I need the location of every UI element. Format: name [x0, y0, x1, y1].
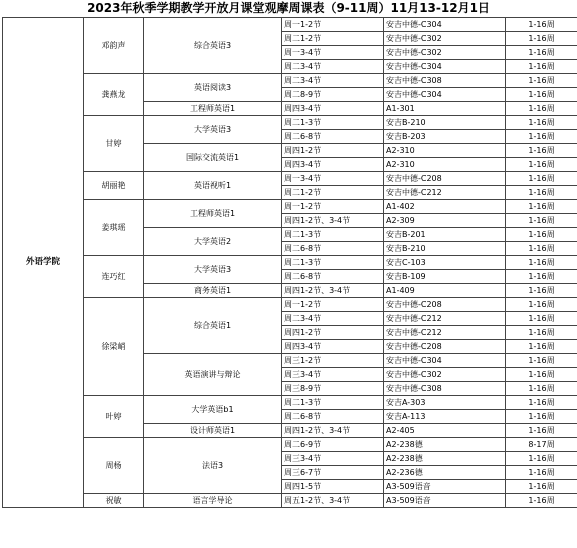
table-row [3, 200, 577, 214]
room-cell: 安吉B-109 [384, 270, 506, 284]
time-cell: 周四1-5节 [282, 480, 384, 494]
time-cell: 周二6-8节 [282, 270, 384, 284]
weeks-cell: 1-16周 [506, 144, 577, 158]
schedule-table [2, 17, 577, 508]
course-cell: 大学英语2 [144, 228, 282, 256]
time-cell: 周四1-2节、3-4节 [282, 284, 384, 298]
room-cell: 安吉A-113 [384, 410, 506, 424]
room-cell: 安吉中德-C304 [384, 88, 506, 102]
room-cell: A1-301 [384, 102, 506, 116]
table-row [3, 298, 577, 312]
teacher-cell: 甘婷 [84, 116, 144, 172]
weeks-cell: 1-16周 [506, 480, 577, 494]
teacher-cell: 周杨 [84, 438, 144, 494]
course-cell: 设计师英语1 [144, 424, 282, 438]
room-cell: A2-238德 [384, 452, 506, 466]
course-cell: 商务英语1 [144, 284, 282, 298]
room-cell: A2-238德 [384, 438, 506, 452]
room-cell: A2-309 [384, 214, 506, 228]
time-cell: 周四1-2节 [282, 144, 384, 158]
time-cell: 周五1-2节、3-4节 [282, 494, 384, 508]
time-cell: 周二6-8节 [282, 130, 384, 144]
time-cell: 周一3-4节 [282, 46, 384, 60]
table-row [3, 172, 577, 186]
teacher-cell: 胡丽艳 [84, 172, 144, 200]
college-cell: 外语学院 [3, 18, 84, 508]
weeks-cell: 1-16周 [506, 368, 577, 382]
time-cell: 周二1-3节 [282, 256, 384, 270]
course-cell: 综合英语1 [144, 298, 282, 354]
weeks-cell: 1-16周 [506, 158, 577, 172]
page-title: 2023年秋季学期教学开放月课堂观摩周课表（9-11周）11月13-12月1日 [87, 1, 490, 15]
room-cell: 安吉中德-C308 [384, 382, 506, 396]
time-cell: 周二3-4节 [282, 60, 384, 74]
weeks-cell: 1-16周 [506, 60, 577, 74]
schedule-body [3, 18, 577, 508]
time-cell: 周三8-9节 [282, 382, 384, 396]
course-cell: 法语3 [144, 438, 282, 494]
time-cell: 周四3-4节 [282, 158, 384, 172]
room-cell: 安吉中德-C302 [384, 46, 506, 60]
table-row [3, 494, 577, 508]
course-cell: 英语演讲与辩论 [144, 354, 282, 396]
time-cell: 周四1-2节、3-4节 [282, 214, 384, 228]
time-cell: 周四1-2节 [282, 326, 384, 340]
room-cell: A3-509语音 [384, 480, 506, 494]
weeks-cell: 1-16周 [506, 354, 577, 368]
teacher-cell: 连巧红 [84, 256, 144, 298]
weeks-cell: 1-16周 [506, 382, 577, 396]
time-cell: 周四1-2节、3-4节 [282, 424, 384, 438]
weeks-cell: 1-16周 [506, 102, 577, 116]
weeks-cell: 1-16周 [506, 46, 577, 60]
weeks-cell: 1-16周 [506, 494, 577, 508]
weeks-cell: 1-16周 [506, 214, 577, 228]
teacher-cell: 姜琪瑶 [84, 200, 144, 256]
time-cell: 周三3-4节 [282, 452, 384, 466]
weeks-cell: 1-16周 [506, 116, 577, 130]
time-cell: 周一1-2节 [282, 298, 384, 312]
time-cell: 周二1-3节 [282, 116, 384, 130]
room-cell: 安吉中德-C302 [384, 32, 506, 46]
time-cell: 周三1-2节 [282, 354, 384, 368]
room-cell: A2-310 [384, 158, 506, 172]
room-cell: 安吉A-303 [384, 396, 506, 410]
room-cell: 安吉中德-C208 [384, 340, 506, 354]
room-cell: 安吉中德-C302 [384, 368, 506, 382]
weeks-cell: 1-16周 [506, 74, 577, 88]
table-row [3, 74, 577, 88]
course-cell: 语言学导论 [144, 494, 282, 508]
weeks-cell: 1-16周 [506, 186, 577, 200]
weeks-cell: 1-16周 [506, 466, 577, 480]
table-row [3, 438, 577, 452]
weeks-cell: 1-16周 [506, 256, 577, 270]
room-cell: A1-409 [384, 284, 506, 298]
time-cell: 周二6-8节 [282, 242, 384, 256]
room-cell: 安吉中德-C304 [384, 354, 506, 368]
teacher-cell: 祝敏 [84, 494, 144, 508]
course-cell: 大学英语3 [144, 256, 282, 284]
time-cell: 周二3-4节 [282, 74, 384, 88]
course-cell: 英语视听1 [144, 172, 282, 200]
room-cell: A1-402 [384, 200, 506, 214]
time-cell: 周四3-4节 [282, 102, 384, 116]
course-cell: 工程师英语1 [144, 200, 282, 228]
weeks-cell: 1-16周 [506, 284, 577, 298]
weeks-cell: 1-16周 [506, 270, 577, 284]
weeks-cell: 8-17周 [506, 438, 577, 452]
room-cell: 安吉C-103 [384, 256, 506, 270]
weeks-cell: 1-16周 [506, 228, 577, 242]
room-cell: 安吉中德-C308 [384, 74, 506, 88]
room-cell: A2-236德 [384, 466, 506, 480]
weeks-cell: 1-16周 [506, 396, 577, 410]
weeks-cell: 1-16周 [506, 130, 577, 144]
weeks-cell: 1-16周 [506, 298, 577, 312]
weeks-cell: 1-16周 [506, 88, 577, 102]
room-cell: A2-310 [384, 144, 506, 158]
weeks-cell: 1-16周 [506, 32, 577, 46]
table-row [3, 396, 577, 410]
room-cell: 安吉B-210 [384, 116, 506, 130]
course-cell: 综合英语3 [144, 18, 282, 74]
time-cell: 周二1-3节 [282, 228, 384, 242]
table-row [3, 256, 577, 270]
time-cell: 周四3-4节 [282, 340, 384, 354]
course-cell: 国际交流英语1 [144, 144, 282, 172]
room-cell: 安吉中德-C208 [384, 298, 506, 312]
time-cell: 周二8-9节 [282, 88, 384, 102]
time-cell: 周二1-2节 [282, 32, 384, 46]
table-row [3, 18, 577, 32]
room-cell: 安吉B-201 [384, 228, 506, 242]
room-cell: 安吉B-210 [384, 242, 506, 256]
teacher-cell: 邓韵声 [84, 18, 144, 74]
course-cell: 大学英语b1 [144, 396, 282, 424]
time-cell: 周二6-8节 [282, 410, 384, 424]
time-cell: 周二1-3节 [282, 396, 384, 410]
weeks-cell: 1-16周 [506, 410, 577, 424]
weeks-cell: 1-16周 [506, 424, 577, 438]
time-cell: 周三3-4节 [282, 368, 384, 382]
room-cell: 安吉中德-C304 [384, 18, 506, 32]
time-cell: 周一1-2节 [282, 200, 384, 214]
weeks-cell: 1-16周 [506, 242, 577, 256]
time-cell: 周一1-2节 [282, 18, 384, 32]
time-cell: 周二3-4节 [282, 312, 384, 326]
time-cell: 周二6-9节 [282, 438, 384, 452]
table-row [3, 116, 577, 130]
room-cell: 安吉中德-C212 [384, 186, 506, 200]
room-cell: 安吉B-203 [384, 130, 506, 144]
weeks-cell: 1-16周 [506, 200, 577, 214]
room-cell: 安吉中德-C212 [384, 326, 506, 340]
teacher-cell: 龚燕龙 [84, 74, 144, 116]
course-cell: 英语阅读3 [144, 74, 282, 102]
room-cell: 安吉中德-C212 [384, 312, 506, 326]
weeks-cell: 1-16周 [506, 312, 577, 326]
course-cell: 工程师英语1 [144, 102, 282, 116]
weeks-cell: 1-16周 [506, 340, 577, 354]
time-cell: 周一3-4节 [282, 172, 384, 186]
time-cell: 周二1-2节 [282, 186, 384, 200]
teacher-cell: 叶婷 [84, 396, 144, 438]
weeks-cell: 1-16周 [506, 326, 577, 340]
teacher-cell: 徐梁峭 [84, 298, 144, 396]
time-cell: 周三6-7节 [282, 466, 384, 480]
room-cell: A3-509语音 [384, 494, 506, 508]
weeks-cell: 1-16周 [506, 18, 577, 32]
course-cell: 大学英语3 [144, 116, 282, 144]
room-cell: A2-405 [384, 424, 506, 438]
room-cell: 安吉中德-C208 [384, 172, 506, 186]
room-cell: 安吉中德-C304 [384, 60, 506, 74]
weeks-cell: 1-16周 [506, 172, 577, 186]
weeks-cell: 1-16周 [506, 452, 577, 466]
